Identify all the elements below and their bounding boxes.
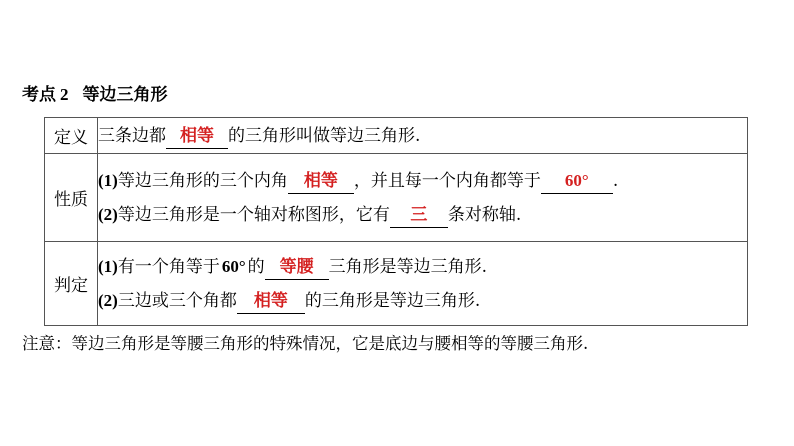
judgment-line-2	[98, 284, 747, 318]
title-number: 2	[60, 85, 69, 104]
text-segment: 等边三角形的三个内角	[117, 170, 288, 191]
answer-blank: 三	[390, 203, 448, 228]
properties-content	[98, 154, 748, 242]
properties-row	[45, 154, 748, 242]
row-label-properties: 性质	[45, 154, 98, 242]
text-segment: .	[612, 170, 619, 191]
properties-line-1	[98, 164, 747, 198]
answer-blank: 相等	[288, 169, 354, 194]
item-index: (2)	[98, 204, 118, 224]
note-text: 注意：等边三角形是等腰三角形的特殊情况，它是底边与腰相等的等腰三角形.	[22, 334, 589, 353]
title-prefix: 考点	[22, 85, 56, 105]
answer-blank: 相等	[237, 289, 305, 314]
text-segment: 三条边都	[98, 125, 166, 146]
item-index: (1)	[98, 256, 118, 276]
answer-blank: 等腰	[265, 255, 329, 280]
text-segment: 的	[247, 256, 265, 277]
text-segment: 等边三角形是一个轴对称图形，它有	[117, 204, 390, 225]
text-segment: 的三角形叫做等边三角形.	[228, 125, 421, 146]
text-segment: 的三角形是等边三角形.	[304, 290, 481, 311]
item-index: (1)	[98, 170, 118, 190]
text-segment: ，并且每一个内角都等于	[353, 170, 541, 191]
answer-blank: 相等	[166, 124, 228, 149]
definition-row	[45, 118, 748, 154]
title-text: 等边三角形	[82, 85, 168, 105]
row-label-judgment: 判定	[45, 242, 98, 326]
section-title	[22, 80, 168, 105]
definition-line	[98, 119, 747, 153]
properties-line-2	[98, 198, 747, 232]
definition-content	[98, 118, 748, 154]
judgment-row	[45, 242, 748, 326]
answer-blank: 60°	[541, 169, 613, 194]
judgment-line-1	[98, 250, 747, 284]
text-segment: 条对称轴.	[447, 204, 522, 225]
item-index: (2)	[98, 290, 118, 310]
properties-table	[44, 117, 748, 326]
angle-value: 60°	[221, 256, 246, 276]
text-segment: 三边或三个角都	[117, 290, 237, 311]
row-label-definition: 定义	[45, 118, 98, 154]
text-segment: 三角形是等边三角形.	[328, 256, 488, 277]
text-segment: 有一个角等于	[117, 256, 220, 277]
judgment-content	[98, 242, 748, 326]
